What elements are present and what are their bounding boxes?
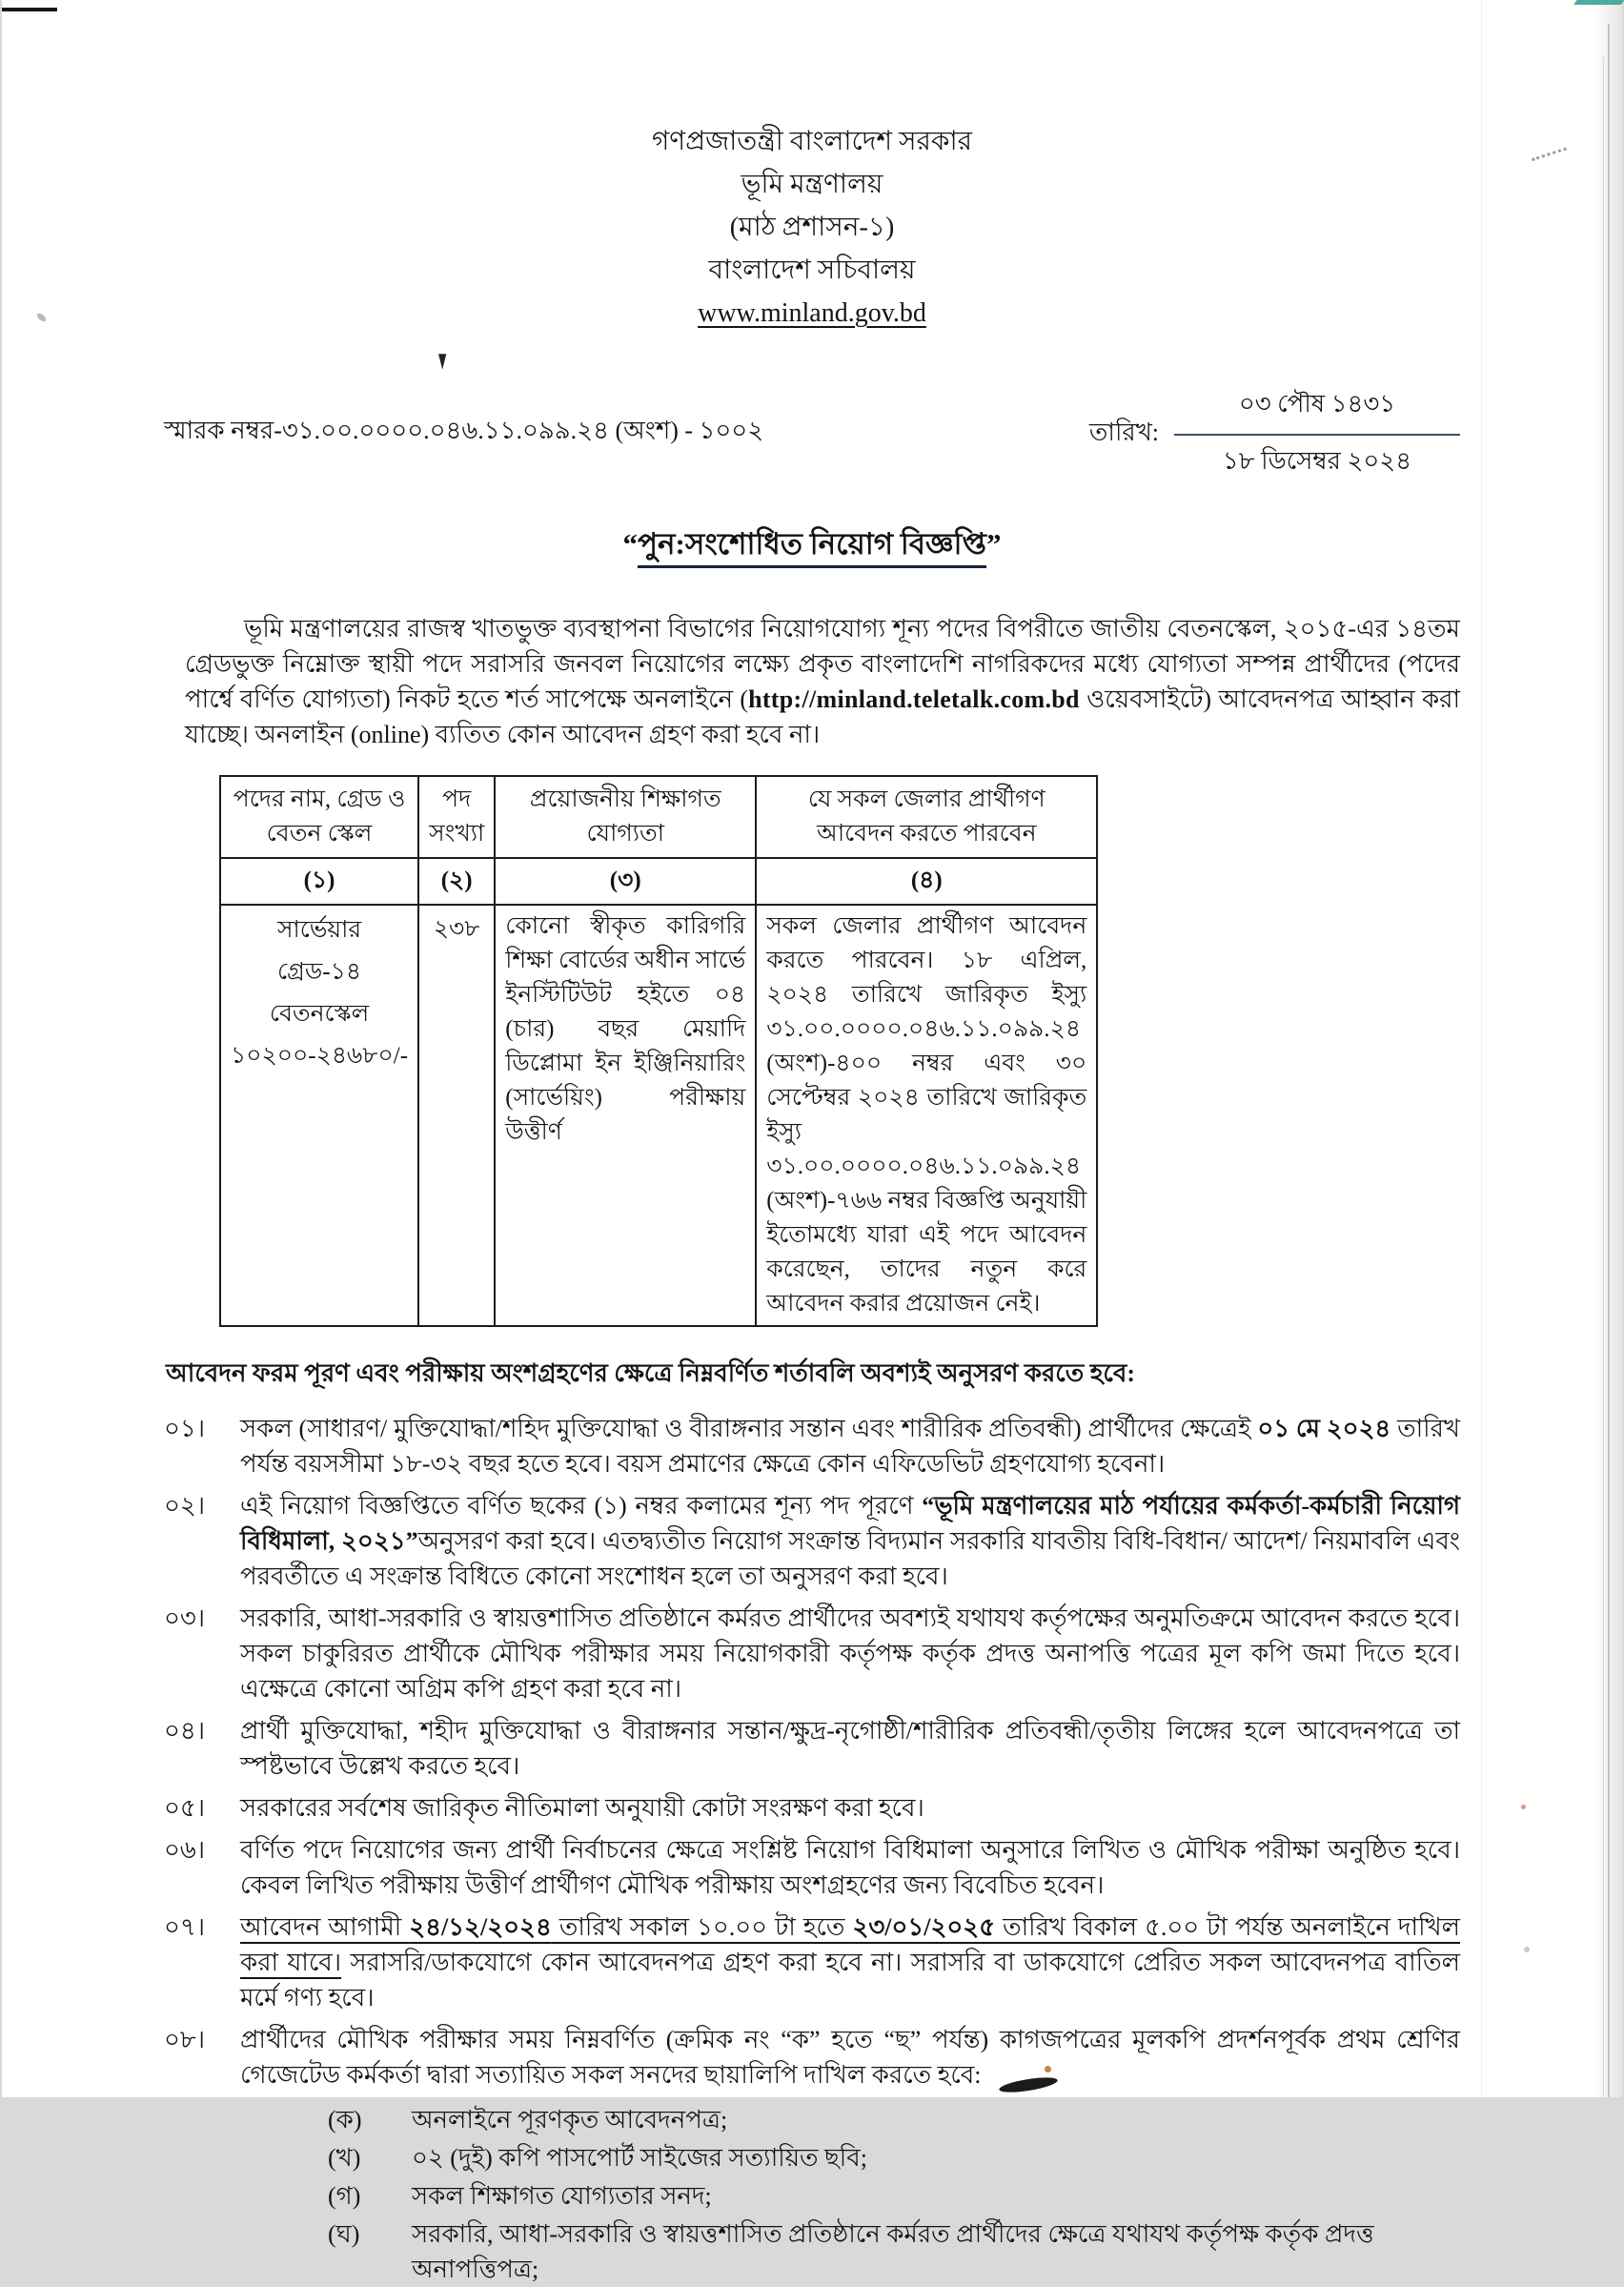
pay-scale-label: বেতনস্কেল	[269, 1001, 370, 1027]
application-url-text: http://minland.teletalk.com.bd	[748, 685, 1080, 713]
condition-text: বর্ণিত পদে নিয়োগের জন্য প্রার্থী নির্বাচনের ক্ষেত্রে সংশ্লিষ্ট নিয়োগ বিধিমালা অনুসারে লিখিত ও মৌখিক পরীক্ষা অনুষ্ঠিত হবে। কেবল লিখিত পরীক্ষায় উত্তীর্ণ প্রার্থীগণ মৌখিক পরীক্ষায় অংশগ্রহণের জন্য বিবেচিত হবেন।	[240, 1836, 1460, 1899]
condition-text: প্রার্থী মুক্তিযোদ্ধা, শহীদ মুক্তিযোদ্ধা ও বীরাঙ্গনার সন্তান/ক্ষুদ্র-নৃগোষ্ঠী/শারীরিক প্রতিবন্ধী/তৃতীয় লিঙ্গের হলে আবেদনপত্রে তা স্পষ্টভাবে উল্লেখ করতে হবে।	[240, 1717, 1460, 1780]
secretariat-name: বাংলাদেশ সচিবালয়	[708, 255, 916, 285]
condition-item-05	[164, 1790, 1460, 1826]
header-districts: যে সকল জেলার প্রার্থীগণ আবেদন করতে পারবেন	[756, 776, 1097, 858]
condition-text-segment: সরাসরি/ডাকযোগে কোন আবেদনপত্র গ্রহণ করা হবে না। সরাসরি বা ডাকযোগে প্রেরিত সকল আবেদনপত্র বাতিল মর্মে গণ্য হবে।	[240, 1949, 1461, 2011]
document-list-item-gha	[328, 2216, 1460, 2287]
condition-number: ০৫।	[164, 1794, 206, 1822]
condition-item-06	[164, 1832, 1460, 1903]
ministry-website-text: www.minland.gov.bd	[698, 298, 926, 328]
condition-item-08	[164, 2022, 1460, 2093]
intro-text-2: ওয়েবসাইটে) আবেদনপত্র আহ্বান করা যাচ্ছে। অনলাইন (online) ব্যতিত কোন আবেদন গ্রহণ করা হবে না।	[185, 685, 1460, 748]
condition-number: ০৪।	[164, 1717, 206, 1745]
condition-text-segment: সকল (সাধারণ/ মুক্তিযোদ্ধা/শহিদ মুক্তিযোদ্ধা ও বীরাঙ্গনার সন্তান এবং শারীরিক প্রতিবন্ধী) প্রার্থীদের ক্ষেত্রেই	[240, 1415, 1258, 1442]
document-item-text: সরকারি, আধা-সরকারি ও স্বায়ত্তশাসিত প্রতিষ্ঠানে কর্মরত প্রার্থীদের ক্ষেত্রে যথাযথ কর্তৃপক্ষ কর্তৃক প্রদত্ত অনাপত্তিপত্র;	[412, 2220, 1374, 2283]
table-header-row	[220, 776, 1097, 858]
condition-number: ০২।	[164, 1492, 206, 1520]
header-post-name: পদের নাম, গ্রেড ও বেতন স্কেল	[220, 776, 418, 858]
title-text: পুন:সংশোধিত নিয়োগ বিজ্ঞপ্তি	[638, 527, 986, 568]
date-label: তারিখ:	[1088, 419, 1159, 446]
document-item-label: (খ)	[328, 2144, 361, 2172]
condition-underlined-segment: আবেদন আগামী	[240, 1913, 410, 1941]
condition-text-segment: তারিখ পর্যন্ত বয়সসীমা ১৮-৩২ বছর হতে হবে। বয়স প্রমাণের ক্ষেত্রে কোন এফিডেভিট গ্রহণযোগ্য হবেনা।	[240, 1415, 1460, 1478]
scanned-document-page	[2, 0, 1622, 2283]
document-item-label: (ঘ)	[328, 2220, 360, 2248]
condition-number: ০১।	[164, 1415, 206, 1442]
intro-text-1: ভূমি মন্ত্রণালয়ের রাজস্ব খাতভুক্ত ব্যবস্থাপনা বিভাগের নিয়োগযোগ্য শূন্য পদের বিপরীতে জাতীয় বেতনস্কেল, ২০১৫-এর ১৪তম গ্রেডভুক্ত নিম্নোক্ত স্থায়ী পদে সরাসরি জনবল নিয়োগের লক্ষ্যে প্রকৃত বাংলাদেশি নাগরিকদের মধ্যে যোগ্যতা সম্পন্ন প্রার্থীদের (পদের পার্শ্বে বর্ণিত যোগ্যতা) নিকট হতে শর্ত সাপেক্ষে অনলাইনে (	[185, 615, 1460, 713]
condition-underlined-segment: তারিখ সকাল ১০.০০ টা হতে	[551, 1913, 853, 1941]
condition-number: ০৮।	[164, 2026, 206, 2053]
condition-item-03	[164, 1601, 1460, 1706]
condition-text-segment: অনুসরণ করা হবে। এতদ্ব্যতীত নিয়োগ সংক্রান্ত বিদ্যমান সরকারি যাবতীয় বিধি-বিধান/ আদেশ/ নিয়মাবলি এবং পরবর্তীতে এ সংক্রান্ত বিধিতে কোনো সংশোধন হলে তা অনুসরণ করা হবে।	[240, 1527, 1460, 1590]
condition-text	[240, 1909, 1460, 2015]
document-item-text: ০২ (দুই) কপি পাসপোর্ট সাইজের সত্যায়িত ছবি;	[412, 2144, 867, 2172]
document-item-text: সকল শিক্ষাগত যোগ্যতার সনদ;	[412, 2182, 712, 2210]
document-item-label: (গ)	[328, 2182, 361, 2210]
memo-and-date-row	[164, 384, 1460, 483]
pay-scale-value: ১০২০০-২৪৬৮০/-	[231, 1043, 409, 1069]
condition-item-01	[164, 1411, 1460, 1481]
vacancy-table	[219, 775, 1098, 1327]
condition-text: প্রার্থীদের মৌখিক পরীক্ষার সময় নিম্নবর্ণিত (ক্রমিক নং “ক” হতে “ছ” পর্যন্ত) কাগজপত্রের মূলকপি প্রদর্শনপূর্বক প্রথম শ্রেণির গেজেটেড কর্মকর্তা দ্বারা সত্যায়িত সকল সনদের ছায়ালিপি দাখিল করতে হবে:	[240, 2026, 1460, 2089]
condition-text: সরকারের সর্বশেষ জারিকৃত নীতিমালা অনুযায়ী কোটা সংরক্ষণ করা হবে।	[240, 1794, 924, 1822]
government-name: গণপ্রজাতন্ত্রী বাংলাদেশ সরকার	[651, 127, 973, 156]
date-gregorian-calendar: ১৮ ডিসেম্বর ২০২৪	[1222, 447, 1412, 475]
header-vacancy-count: পদ সংখ্যা	[418, 776, 495, 858]
condition-bold-date: ০১ মে ২০২৪	[1257, 1415, 1391, 1442]
header-qualification: প্রয়োজনীয় শিক্ষাগত যোগ্যতা	[495, 776, 756, 858]
cell-post-name	[220, 905, 418, 1326]
document-item-label: (ক)	[328, 2106, 362, 2134]
section-name: (মাঠ প্রশাসন-১)	[729, 213, 895, 242]
condition-item-04	[164, 1713, 1460, 1784]
ministry-name: ভূমি মন্ত্রণালয়	[741, 170, 883, 199]
memo-number: স্মারক নম্বর-৩১.০০.০০০০.০৪৬.১১.০৯৯.২৪ (অংশ) - ১০০২	[164, 417, 764, 444]
condition-text	[240, 1488, 1460, 1594]
post-name: সার্ভেয়ার	[276, 917, 362, 943]
cell-vacancy-count: ২৩৮	[418, 905, 495, 1326]
cell-districts: সকল জেলার প্রার্থীগণ আবেদন করতে পারবেন। ১৮ এপ্রিল, ২০২৪ তারিখে জারিকৃত ইস্যু ৩১.০০.০০০০.০৪৬.১১.০৯৯.২৪ (অংশ)-৪০০ নম্বর এবং ৩০ সেপ্টেম্বর ২০২৪ তারিখে জারিকৃত ইস্যু ৩১.০০.০০০০.০৪৬.১১.০৯৯.২৪ (অংশ)-৭৬৬ নম্বর বিজ্ঞপ্তি অনুযায়ী ইতোমধ্যে যারা এই পদে আবেদন করেছেন, তাদের নতুন করে আবেদন করার প্রয়োজন নেই।	[756, 905, 1097, 1326]
column-number-1: (১)	[220, 858, 418, 905]
condition-bold-rules-name: “ভূমি মন্ত্রণালয়ের মাঠ পর্যায়ের কর্মকর্তা-কর্মচারী নিয়োগ বিধিমালা, ২০২১”	[240, 1492, 1460, 1555]
post-grade: গ্রেড-১৪	[277, 959, 362, 985]
condition-text-segment: এই নিয়োগ বিজ্ঞপ্তিতে বর্ণিত ছকের (১) নম্বর কলামের শূন্য পদ পূরণে	[240, 1492, 923, 1520]
condition-number: ০৭।	[164, 1913, 206, 1941]
condition-number: ০৩।	[164, 1604, 206, 1632]
date-block	[1089, 384, 1460, 483]
column-number-3: (৩)	[495, 858, 756, 905]
date-stack	[1174, 384, 1460, 483]
application-start-date: ২৪/১২/২০২৪	[409, 1913, 552, 1941]
application-end-date: ২৩/০১/২০২৫	[852, 1913, 996, 1941]
document-list-item-kha	[328, 2140, 1460, 2175]
condition-text	[240, 1411, 1460, 1481]
document-item-text: অনলাইনে পূরণকৃত আবেদনপত্র;	[412, 2106, 728, 2134]
condition-number: ০৬।	[164, 1836, 206, 1864]
conditions-heading: আবেদন ফরম পূরণ এবং পরীক্ষায় অংশগ্রহণের ক্ষেত্রে নিম্নবর্ণিত শর্তাবলি অবশ্যই অনুসরণ করতে হবে:	[166, 1359, 1135, 1387]
table-data-row	[220, 905, 1097, 1326]
title-close-quote: ”	[986, 527, 1002, 561]
date-bangla-calendar: ০৩ পৌষ ১৪৩১	[1174, 384, 1460, 436]
table-column-number-row	[220, 858, 1097, 905]
document-content	[2, 0, 1622, 2287]
condition-underlined-segment: তারিখ বিকাল ৫.০০ টা পর্যন্ত অনলাইনে দাখিল করা যাবে।	[240, 1913, 1460, 1976]
column-number-4: (৪)	[756, 858, 1097, 905]
document-list-item-ga	[328, 2178, 1460, 2214]
intro-paragraph	[185, 611, 1460, 752]
document-letterhead	[164, 120, 1460, 335]
document-list-item-ka	[328, 2102, 1460, 2137]
condition-item-02	[164, 1488, 1460, 1594]
required-documents-list	[328, 2102, 1460, 2287]
cell-qualification: কোনো স্বীকৃত কারিগরি শিক্ষা বোর্ডের অধীন সার্ভে ইনস্টিটিউট হইতে ০৪ (চার) বছর মেয়াদি ডিপ্লোমা ইন ইঞ্জিনিয়ারিং (সার্ভেয়িং) পরীক্ষায় উত্তীর্ণ	[495, 905, 756, 1326]
condition-item-07	[164, 1909, 1460, 2015]
condition-text: সরকারি, আধা-সরকারি ও স্বায়ত্তশাসিত প্রতিষ্ঠানে কর্মরত প্রার্থীদের অবশ্যই যথাযথ কর্তৃপক্ষের অনুমতিক্রমে আবেদন করতে হবে। সকল চাকুরিরত প্রার্থীকে মৌখিক পরীক্ষার সময় নিয়োগকারী কর্তৃপক্ষ কর্তৃক প্রদত্ত অনাপত্তি পত্রের মূল কপি জমা দিতে হবে। এক্ষেত্রে কোনো অগ্রিম কপি গ্রহণ করা হবে না।	[240, 1604, 1460, 1703]
title-open-quote: “	[622, 527, 638, 561]
notice-title	[164, 521, 1460, 571]
column-number-2: (২)	[418, 858, 495, 905]
